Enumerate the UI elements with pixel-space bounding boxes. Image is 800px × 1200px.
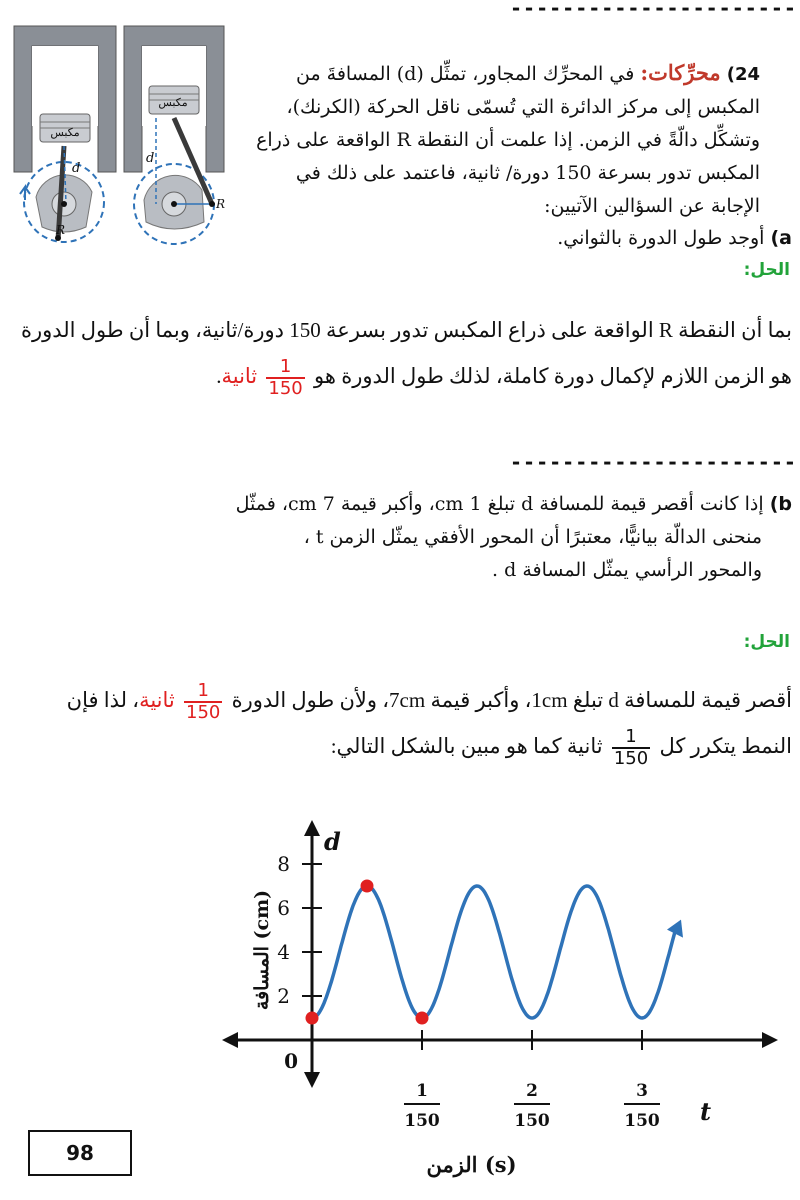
part-b-solution-label: الحل: bbox=[743, 632, 790, 652]
y-tick-label: 8 bbox=[277, 852, 290, 876]
x-axis-arrow-left bbox=[222, 1032, 238, 1048]
highlight-point bbox=[416, 1012, 429, 1025]
svg-text:مكبس: مكبس bbox=[50, 126, 80, 139]
svg-text:d: d bbox=[146, 151, 155, 166]
y-tick-label: 2 bbox=[277, 984, 290, 1008]
highlight-point bbox=[306, 1012, 319, 1025]
part-b-line3: والمحور الرأسي يمثّل المسافة d . bbox=[492, 559, 762, 581]
y-axis-symbol: d bbox=[324, 827, 341, 856]
part-a-solution-label: الحل: bbox=[743, 260, 790, 280]
x-tick-numerator: 3 bbox=[636, 1081, 648, 1101]
part-a-answer-line2: هو الزمن اللازم لإكمال دورة كاملة، لذلك طول الدورة هو $\frac{1}{150}$ ثانية. bbox=[216, 356, 792, 400]
svg-text:d: d bbox=[72, 161, 81, 176]
question-number: 24) bbox=[726, 64, 760, 85]
x-axis-label: الزمن (s) bbox=[426, 1152, 517, 1177]
x-tick-denominator: 150 bbox=[404, 1111, 440, 1131]
part-b-line1: b) إذا كانت أقصر قيمة للمسافة d تبلغ 1 cm، وأكبر قيمة 7 cm، فمثّل bbox=[235, 493, 792, 515]
y-axis-arrow-up bbox=[304, 820, 320, 836]
svg-text:مكبس: مكبس bbox=[158, 96, 188, 109]
part-a-answer-line1: بما أن النقطة R الواقعة على ذراع المكبس تدور بسرعة 150 دورة/ثانية، وبما أن طول الدورة bbox=[20, 318, 792, 342]
x-axis-symbol: t bbox=[700, 1097, 712, 1126]
question-body: في المحرِّك المجاور، تمثِّل (d) المسافةَ من المكبس إلى مركز الدائرة التي تُسمّى ناقل الحركة (الكرنك)، وتشكِّل دالّةً في الزمن. إذا علمت أن النقطة R الواقعة على ذراع المكبس تدور بسرعة 150 دورة/ ثانية، فاعتمد على ذلك في الإجابة عن السؤالين الآتيين: bbox=[256, 63, 760, 217]
engine-figure bbox=[6, 22, 251, 262]
part-b-answer-line2: النمط يتكرر كل $\frac{1}{150}$ ثانية كما هو مبين بالشكل التالي: bbox=[330, 726, 792, 770]
origin-label: 0 bbox=[284, 1049, 298, 1073]
part-b-line2: منحنى الدالّة بيانيًّا، معتبرًا أن المحور الأفقي يمثّل الزمن t ، bbox=[303, 526, 762, 548]
question-24 bbox=[245, 56, 760, 223]
part-a-question bbox=[232, 222, 792, 255]
y-tick-label: 6 bbox=[277, 896, 290, 920]
part-b-question bbox=[72, 488, 792, 587]
highlighted-points bbox=[306, 880, 684, 1025]
highlight-point bbox=[361, 880, 374, 893]
part-b-fraction-2: $\frac{1}{150}$ bbox=[613, 726, 649, 770]
x-tick-numerator: 1 bbox=[416, 1081, 428, 1101]
y-axis-arrow-down bbox=[304, 1072, 320, 1088]
svg-text:R: R bbox=[56, 223, 66, 237]
svg-text:R: R bbox=[216, 197, 226, 211]
middle-divider: ---------------------- bbox=[510, 450, 797, 474]
engine-left-icon bbox=[14, 26, 116, 242]
part-b-letter: b) bbox=[769, 493, 792, 515]
y-axis-label: المسافة (cm) bbox=[251, 889, 273, 1011]
x-tick-numerator: 2 bbox=[526, 1081, 538, 1101]
distance-time-chart bbox=[0, 810, 800, 1180]
part-b-unit: ثانية bbox=[139, 688, 175, 712]
x-axis-arrow-right bbox=[762, 1032, 778, 1048]
part-a-question-text: أوجد طول الدورة بالثواني. bbox=[557, 227, 765, 249]
part-a-letter: a) bbox=[770, 227, 792, 249]
x-tick-denominator: 150 bbox=[624, 1111, 660, 1131]
engine-right-icon bbox=[124, 26, 225, 244]
part-a-fraction: $\frac{1}{150}$ bbox=[268, 356, 303, 400]
series-curve bbox=[312, 886, 675, 1018]
part-a-unit: ثانية bbox=[221, 364, 258, 388]
top-divider: ---------------------- bbox=[510, 0, 797, 20]
y-tick-label: 4 bbox=[277, 940, 290, 964]
x-tick-denominator: 150 bbox=[514, 1111, 550, 1131]
question-24-text bbox=[245, 56, 760, 223]
chart-axes bbox=[222, 820, 778, 1088]
part-b-fraction-1: $\frac{1}{150}$ bbox=[186, 680, 221, 724]
question-topic: محرِّكات: bbox=[640, 60, 721, 85]
page-number: 98 bbox=[28, 1130, 132, 1176]
part-b-answer-line1: أقصر قيمة للمسافة d تبلغ 1cm، وأكبر قيمة 7cm، ولأن طول الدورة $\frac{1}{150}$ ثانية، لذا فإن bbox=[66, 680, 792, 724]
